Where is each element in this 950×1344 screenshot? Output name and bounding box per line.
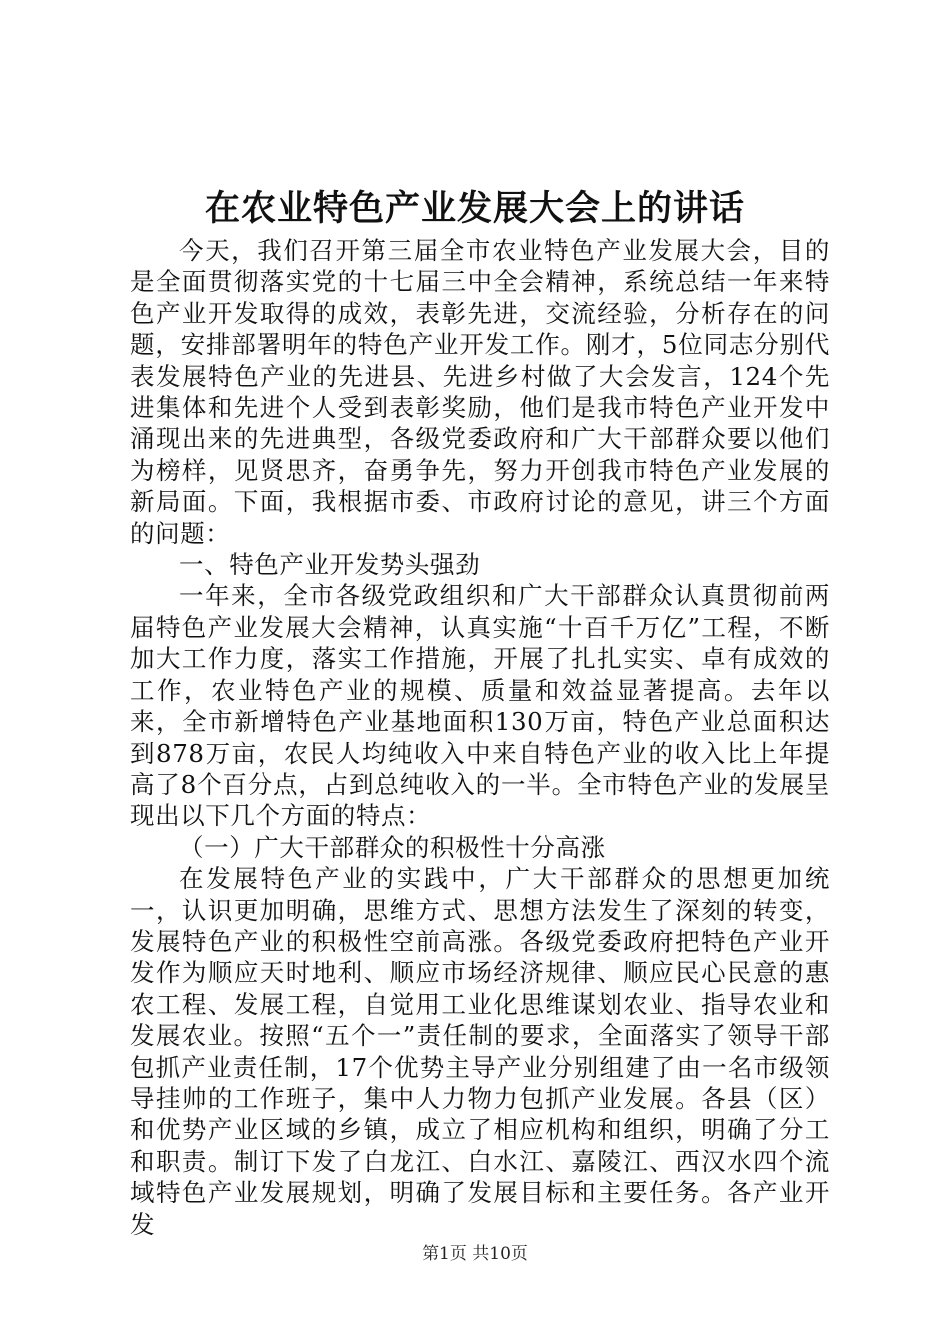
document-title: 在农业特色产业发展大会上的讲话 <box>204 188 745 229</box>
paragraph-intro: 今天，我们召开第三届全市农业特色产业发展大会，目的是全面贯彻落实党的十七届三中全会精神，系统总结一年来特色产业开发取得的成效，表彰先进，交流经验，分析存在的问题，安排部署明年的特色产业开发工作。刚才，5位同志分别代表发展特色产业的先进县、先进乡村做了大会发言，124个先进集体和先进个人受到表彰奖励，他们是我市特色产业开发中涌现出来的先进典型，各级党委政府和广大干部群众要以他们为榜样，见贤思齐，奋勇争先，努力开创我市特色产业发展的新局面。下面，我根据市委、市政府讨论的意见，讲三个方面的问题： <box>130 236 830 548</box>
page-footer: 第1页 共10页 <box>422 1244 528 1264</box>
subsection-heading-1: （一）广大干部群众的积极性十分高涨 <box>179 832 606 862</box>
paragraph-section-1: 一年来，全市各级党政组织和广大干部群众认真贯彻前两届特色产业发展大会精神，认真实施“十百千万亿”工程，不断加大工作力度，落实工作措施，开展了扎扎实实、卓有成效的工作，农业特色产业的规模、质量和效益显著提高。去年以来，全市新增特色产业基地面积130万亩，特色产业总面积达到878万亩，农民人均纯收入中来自特色产业的收入比上年提高了8个百分点，占到总纯收入的一半。全市特色产业的发展呈现出以下几个方面的特点： <box>130 581 830 831</box>
paragraph-subsection-1: 在发展特色产业的实践中，广大干部群众的思想更加统一，认识更加明确，思维方式、思想方法发生了深刻的转变，发展特色产业的积极性空前高涨。各级党委政府把特色产业开发作为顺应天时地利、顺应市场经济规律、顺应民心民意的惠农工程、发展工程，自觉用工业化思维谋划农业、指导农业和发展农业。按照“五个一”责任制的要求，全面落实了领导干部包抓产业责任制，17个优势主导产业分别组建了由一名市级领导挂帅的工作班子，集中人力物力包抓产业发展。各县（区）和优势产业区域的乡镇，成立了相应机构和组织，明确了分工和职责。制订下发了白龙江、白水江、嘉陵江、西汉水四个流域特色产业发展规划，明确了发展目标和主要任务。各产业开发 <box>130 864 830 1239</box>
document-body <box>130 235 830 1240</box>
section-heading-1: 一、特色产业开发势头强劲 <box>179 550 481 580</box>
